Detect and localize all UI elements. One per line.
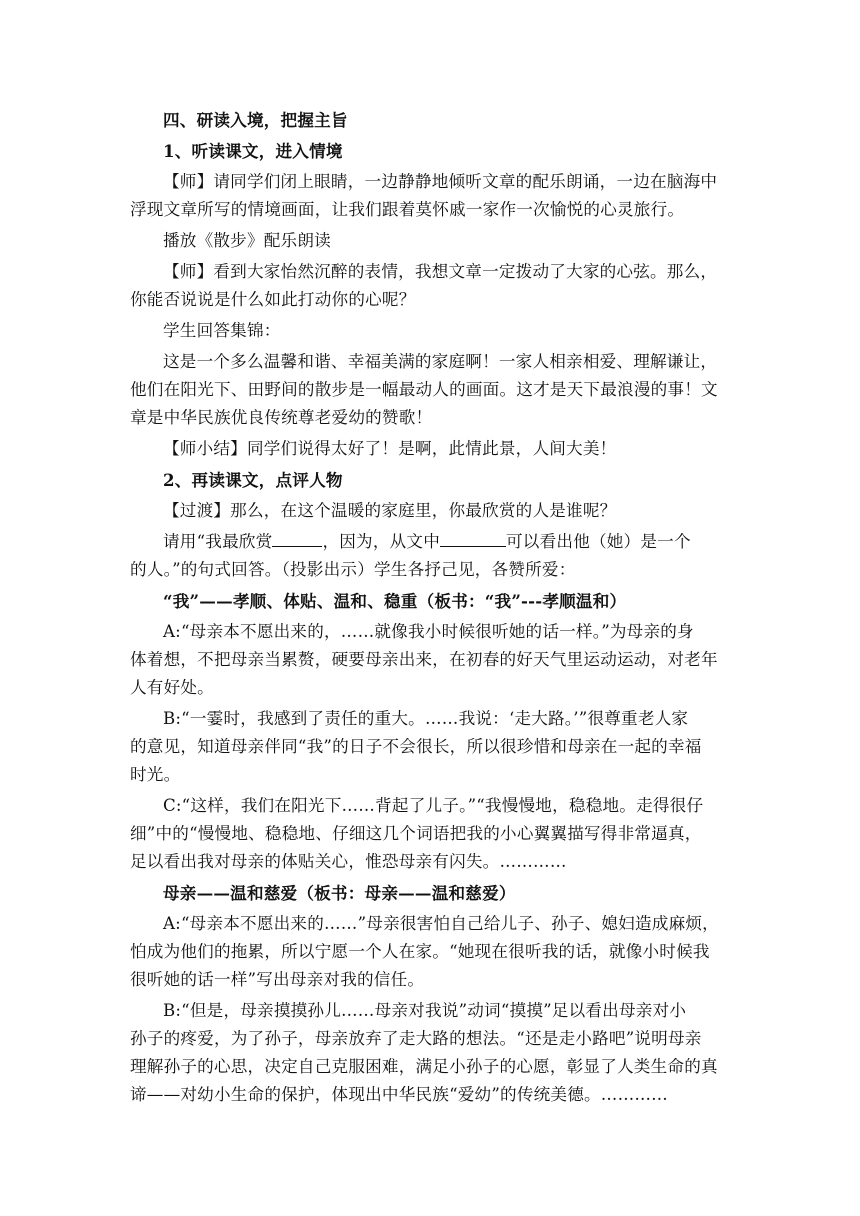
section-heading: 四、研读入境，把握主旨 [163,110,348,130]
fill-blank-1 [272,532,322,547]
subsection-title-2: 2、再读课文，点评人物 [163,470,343,490]
paragraph-line: 这是一个多么温馨和谐、幸福美满的家庭啊！一家人相亲相爱、理解谦让， [163,352,718,371]
paragraph-line: 你能否说说是什么如此打动你的心呢？ [130,290,416,309]
paragraph-line: A:“母亲本不愿出来的……”母亲很害怕自己给儿子、孙子、媳妇造成麻烦， [163,914,719,933]
teacher-paragraph-2 [130,258,728,314]
paragraph-line: 足以看出我对母亲的体贴关心，惟恐母亲有闪失。………… [130,852,567,871]
paragraph-line: 很听她的话一样”写出母亲对我的信任。 [130,970,425,989]
fill-blank-2 [440,532,506,547]
paragraph-line: 谛——对幼小生命的保护，体现出中华民族“爱幼”的传统美德。………… [130,1085,668,1104]
paragraph-line: B:“一霎时，我感到了责任的重大。……我说：‘走大路。’”很尊重老人家 [163,709,689,728]
paragraph-line: 的意见，知道母亲伴同“我”的日子不会很长，所以很珍惜和母亲在一起的幸福 [130,737,702,756]
teacher-paragraph-1 [130,168,728,224]
subsection-title-1: 1、听读课文，进入情境 [163,141,343,161]
paragraph-line: B:“但是，母亲摸摸孙儿……母亲对我说”动词“摸摸”足以看出母亲对小 [163,1001,687,1020]
mother-point-b [130,997,728,1109]
me-point-c [130,792,728,876]
mother-point-a [130,910,728,994]
me-heading: “我”——孝顺、体贴、温和、稳重（板书：“我”---孝顺温和） [163,591,627,611]
paragraph-line: 理解孙子的心思，决定自己克服困难，满足小孙子的心愿，彰显了人类生命的真 [130,1057,718,1076]
paragraph-line: 浮现文章所写的情境画面，让我们跟着莫怀戚一家作一次愉悦的心灵旅行。 [130,200,685,219]
document-body [130,106,728,1109]
paragraph-line: 的人。”的句式回答。（投影出示）学生各抒己见，各赞所爱： [130,560,576,579]
prompt-text-3: 可以看出他（她）是一个 [506,532,691,551]
paragraph-line: 体着想，不把母亲当累赘，硬要母亲出来，在初春的好天气里运动运动，对老年 [130,650,718,669]
mother-heading: 母亲——温和慈爱（板书：母亲——温和慈爱） [163,883,516,903]
play-reading-line: 播放《散步》配乐朗读 [163,231,331,250]
me-point-a [130,618,728,702]
answers-paragraph [130,348,728,432]
paragraph-line: 人有好处。 [130,678,214,697]
prompt-text-2: ，因为，从文中 [322,532,441,551]
paragraph-line: 时光。 [130,765,181,784]
paragraph-line: 【师】看到大家怡然沉醉的表情，我想文章一定拨动了大家的心弦。那么， [163,262,718,281]
paragraph-line: 章是中华民族优良传统尊老爱幼的赞歌！ [130,408,433,427]
paragraph-line: 孙子的疼爱，为了孙子，母亲放弃了走大路的想法。“还是走小路吧”说明母亲 [130,1029,702,1048]
paragraph-line: 细”中的“慢慢地、稳稳地、仔细这几个词语把我的小心翼翼描写得非常逼真， [130,824,702,843]
paragraph-line: 【师】请同学们闭上眼睛，一边静静地倾听文章的配乐朗诵，一边在脑海中 [163,172,718,191]
prompt-paragraph [130,528,728,584]
prompt-text-1: 请用“我最欣赏 [163,532,273,551]
paragraph-line: A:“母亲本不愿出来的，……就像我小时候很听她的话一样。”为母亲的身 [163,622,694,641]
transition-line: 【过渡】那么，在这个温暖的家庭里，你最欣赏的人是谁呢？ [163,501,617,520]
paragraph-line: C:“这样，我们在阳光下……背起了儿子。”“我慢慢地，稳稳地。走得很仔 [163,796,704,815]
prompt-line [130,528,728,556]
paragraph-line: 他们在阳光下、田野间的散步是一幅最动人的画面。这才是天下最浪漫的事！文 [130,380,718,399]
answers-label: 学生回答集锦： [163,321,281,340]
teacher-summary: 【师小结】同学们说得太好了！是啊，此情此景，人间大美！ [163,439,617,458]
me-point-b [130,705,728,789]
paragraph-line: 怕成为他们的拖累，所以宁愿一个人在家。“她现在很听我的话，就像小时候我 [130,942,710,961]
